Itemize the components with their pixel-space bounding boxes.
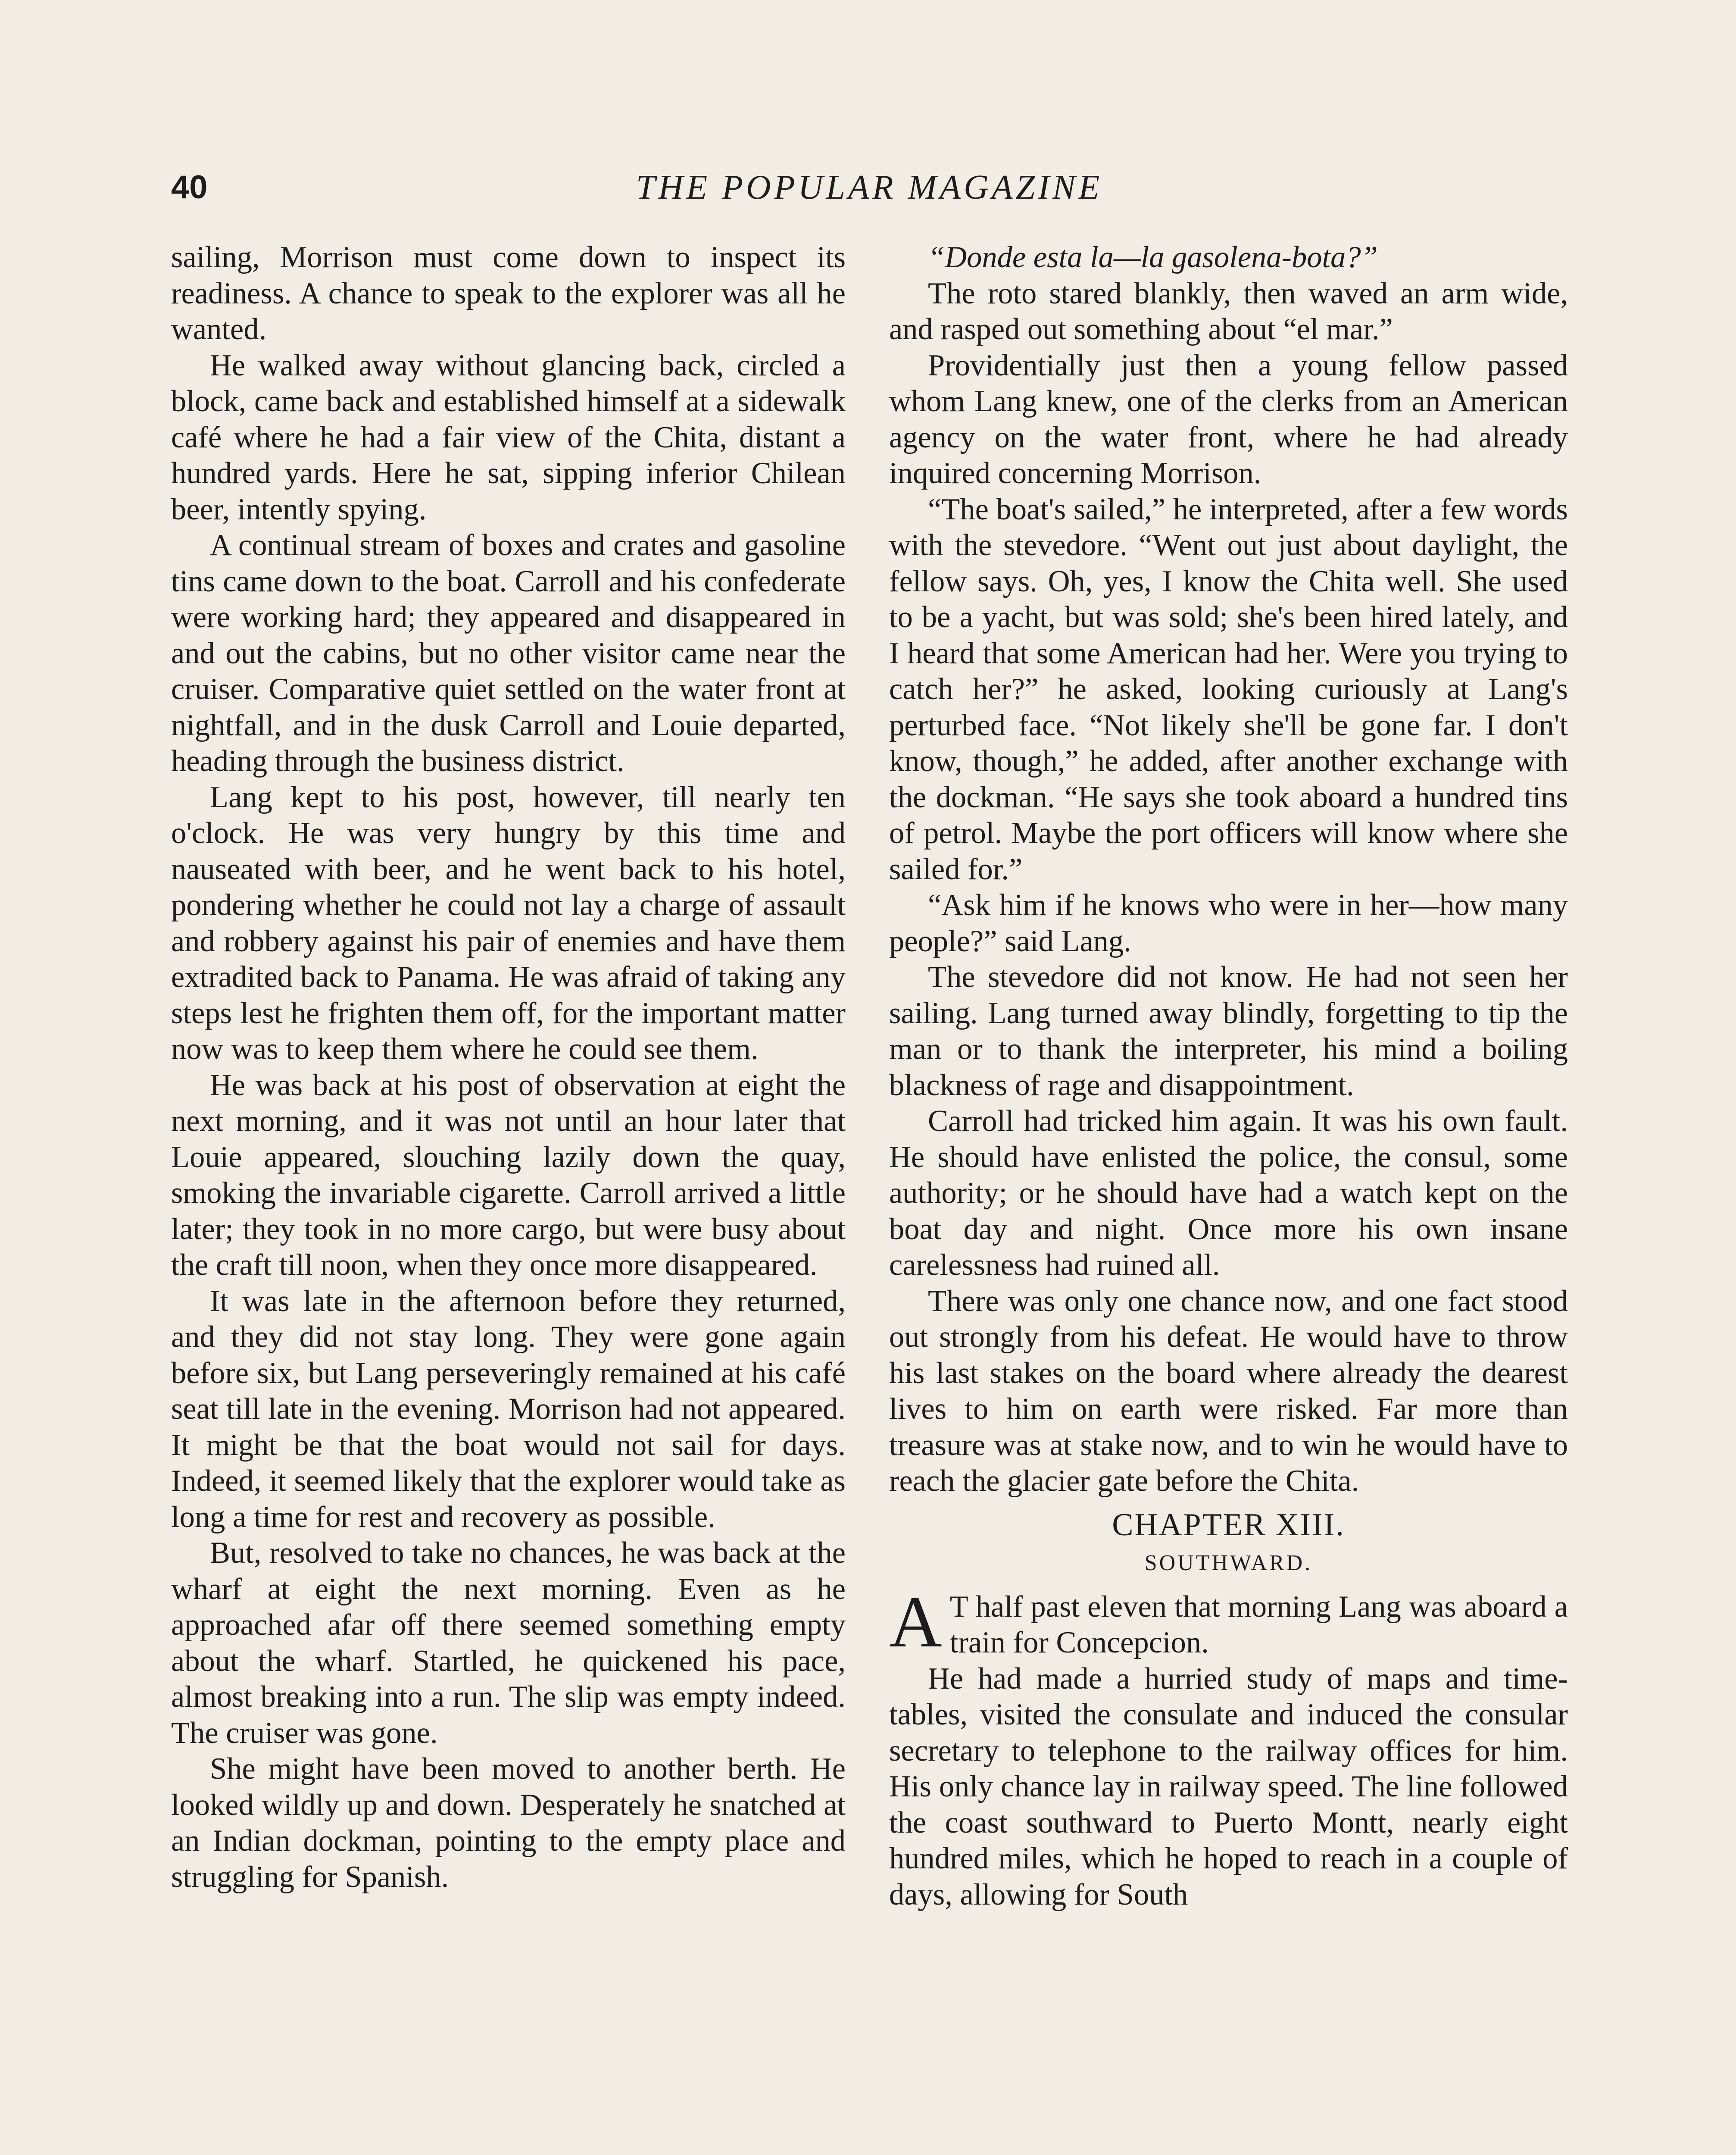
page-number: 40 [171, 169, 208, 206]
paragraph: But, resolved to take no chances, he was back at the wharf at eight the next morning. Even as he approached afar off there seemed something empty about the wharf. Startled, he quickened his pace, almost breaking into a run. The slip was empty indeed. The cruiser was gone. [171, 1536, 846, 1750]
paragraph: He had made a hurried study of maps and time-tables, visited the consulate and induced the consular secretary to telephone to the railway offices for him. His only chance lay in railway speed. The line followed the coast southward to Puerto Montt, nearly eight hundred miles, which he hoped to reach in a couple of days, allowing for South [889, 1662, 1568, 1911]
paragraph: “The boat's sailed,” he interpreted, after a few words with the stevedore. “Went out just about daylight, the fellow says. Oh, yes, I know the Chita well. She used to be a yacht, but was sold; she's been hired lately, and I heard that some American had her. Were you trying to catch her?” he asked, looking curiously at Lang's perturbed face. “Not likely she'll be gone far. I don't know, though,” he added, after another exchange with the dockman. “He says she took aboard a hundred tins of petrol. Maybe the port officers will know where she sailed for.” [889, 492, 1568, 886]
paragraph: He was back at his post of observation at eight the next morning, and it was not until an hour later that Louie appeared, slouching lazily down the quay, smoking the invariable cigarette. Carroll arrived a little later; they took in no more cargo, but were busy about the craft till noon, when they once more disappeared. [171, 1068, 846, 1282]
drop-cap: A [889, 1581, 942, 1662]
left-column [171, 240, 846, 2155]
paragraph: The stevedore did not know. He had not seen her sailing. Lang turned away blindly, forgetting to tip the man or to thank the interpreter, his mind a boiling blackness of rage and disappointment. [889, 960, 1568, 1102]
paragraph: He walked away without glancing back, circled a block, came back and established himself at a sidewalk café where he had a fair view of the Chita, distant a hundred yards. Here he sat, sipping inferior Chilean beer, intently spying. [171, 348, 846, 526]
paragraph: “Ask him if he knows who were in her—how many people?” said Lang. [889, 888, 1568, 958]
chapter-title: CHAPTER XIII. [1112, 1507, 1345, 1543]
paragraph: sailing, Morrison must come down to inspect its readiness. A chance to speak to the explorer was all he wanted. [171, 240, 846, 346]
paragraph: It was late in the afternoon before they returned, and they did not stay long. They were gone again before six, but Lang perseveringly remained at his café seat till late in the evening. Morrison had not appeared. It might be that the boat would not sail for days. Indeed, it seemed likely that the explorer would take as long a time for rest and recovery as possible. [171, 1284, 846, 1534]
paragraph: There was only one chance now, and one fact stood out strongly from his defeat. He would have to throw his last stakes on the board where already the dearest lives to him on earth were risked. Far more than treasure was at stake now, and to win he would have to reach the glacier gate before the Chita. [889, 1284, 1568, 1498]
opening-text: T half past eleven that morning Lang was aboard a train for Concepcion. [949, 1590, 1568, 1659]
right-column [889, 240, 1568, 2155]
paragraph: The roto stared blankly, then waved an arm wide, and rasped out something about “el mar.” [889, 276, 1568, 346]
chapter-opening-paragraph [889, 1581, 1568, 1662]
paragraph: A continual stream of boxes and crates and gasoline tins came down to the boat. Carroll and his confederate were working hard; they appeared and disappeared in and out the cabins, but no other visitor came near the cruiser. Comparative quiet settled on the water front at nightfall, and in the dusk Carroll and Louie departed, heading through the business district. [171, 528, 846, 778]
running-head: THE POPULAR MAGAZINE [636, 169, 1103, 206]
paragraph: “Donde esta la—la gasolena-bota?” [928, 240, 1378, 274]
page-header [171, 166, 1567, 218]
paragraph: Lang kept to his post, however, till nearly ten o'clock. He was very hungry by this time and nauseated with beer, and he went back to his hotel, pondering whether he could not lay a charge of assault and robbery against his pair of enemies and have them extradited back to Panama. He was afraid of taking any steps lest he frighten them off, for the important matter now was to keep them where he could see them. [171, 780, 846, 1066]
chapter-subtitle: SOUTHWARD. [1144, 1550, 1313, 1575]
paragraph: Carroll had tricked him again. It was his own fault. He should have enlisted the police, the consul, some authority; or he should have had a watch kept on the boat day and night. Once more his own insane carelessness had ruined all. [889, 1104, 1568, 1282]
paragraph: Providentially just then a young fellow passed whom Lang knew, one of the clerks from an American agency on the water front, where he had already inquired concerning Morrison. [889, 348, 1568, 490]
paragraph: She might have been moved to another berth. He looked wildly up and down. Desperately he snatched at an Indian dockman, pointing to the empty place and struggling for Spanish. [171, 1752, 846, 1894]
